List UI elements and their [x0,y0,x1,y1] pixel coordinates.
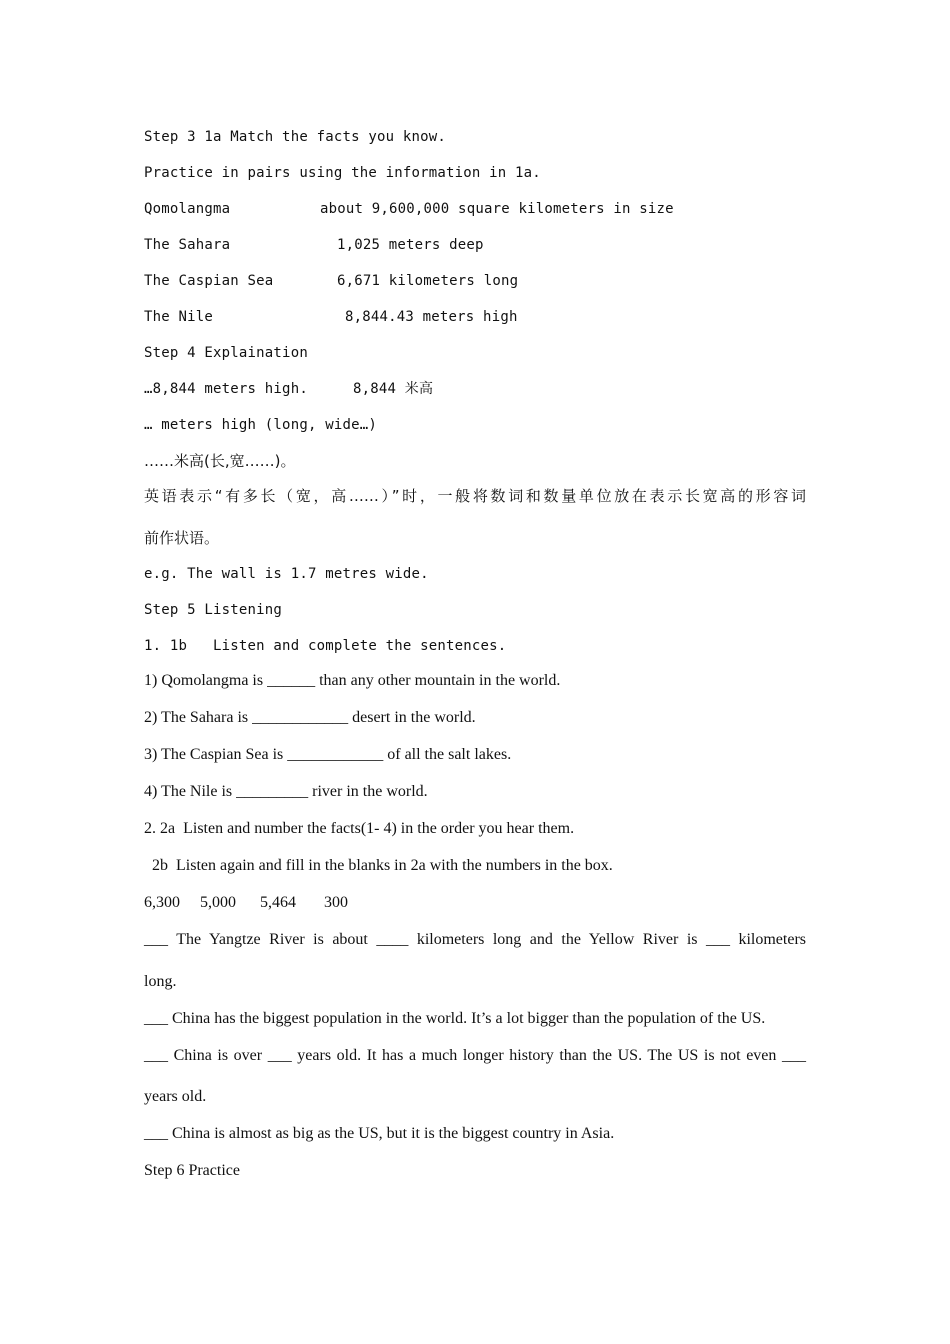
fact2a-3-line2: years old. [144,1088,207,1105]
fact-name-4: The Nile [144,309,214,325]
step4-title: Step 4 Explaination [144,345,308,361]
fact-name-1: Qomolangma [144,201,231,217]
step4-line3: ……米高(长,宽……)。 [144,452,296,470]
fact2a-2: ___ China has the biggest population in the world. It’s a lot bigger than the population of the US. [144,1010,766,1027]
step3-practice: Practice in pairs using the information in 1a. [144,165,541,181]
step4-line1-en: …8,844 meters high. [144,381,308,397]
step4-note-b: 前作状语。 [144,529,220,547]
fact-value-2: 1,025 meters deep [337,237,484,253]
fact2a-1-line1: ___ The Yangtze River is about ____ kilometers long and the Yellow River is ___ kilometers [144,931,806,948]
fact-name-2: The Sahara [144,237,231,253]
step5-task1: 1. 1b Listen and complete the sentences. [144,638,507,654]
step5-task2a: 2. 2a Listen and number the facts(1- 4) in the order you hear them. [144,820,575,837]
sentence-4: 4) The Nile is _________ river in the world. [144,783,428,800]
fact2a-4: ___ China is almost as big as the US, but it is the biggest country in Asia. [144,1125,615,1142]
fact-value-3: 6,671 kilometers long [337,273,519,289]
step3-title: Step 3 1a Match the facts you know. [144,129,447,145]
fact-value-4: 8,844.43 meters high [345,309,518,325]
step4-example: e.g. The wall is 1.7 metres wide. [144,566,429,582]
fact2a-3-line1: ___ China is over ___ years old. It has a much longer history than the US. The US is not even ___ [144,1047,806,1064]
number-box: 6,300 5,000 5,464 300 [144,894,348,911]
fact2a-1-line2: long. [144,973,177,990]
step5-task2b: 2b Listen again and fill in the blanks in 2a with the numbers in the box. [144,857,613,874]
step6-title: Step 6 Practice [144,1162,240,1179]
sentence-3: 3) The Caspian Sea is ____________ of all the salt lakes. [144,746,512,763]
step5-title: Step 5 Listening [144,602,283,618]
sentence-1: 1) Qomolangma is ______ than any other mountain in the world. [144,672,561,689]
step4-line1-cn: 8,844 米高 [353,381,434,397]
sentence-2: 2) The Sahara is ____________ desert in the world. [144,709,476,726]
step4-line2: … meters high (long, wide…) [144,417,377,433]
step4-note-a: 英语表示“有多长（宽，高……）”时，一般将数词和数量单位放在表示长宽高的形容词 [144,487,806,505]
fact-name-3: The Caspian Sea [144,273,274,289]
fact-value-1: about 9,600,000 square kilometers in size [320,201,674,217]
